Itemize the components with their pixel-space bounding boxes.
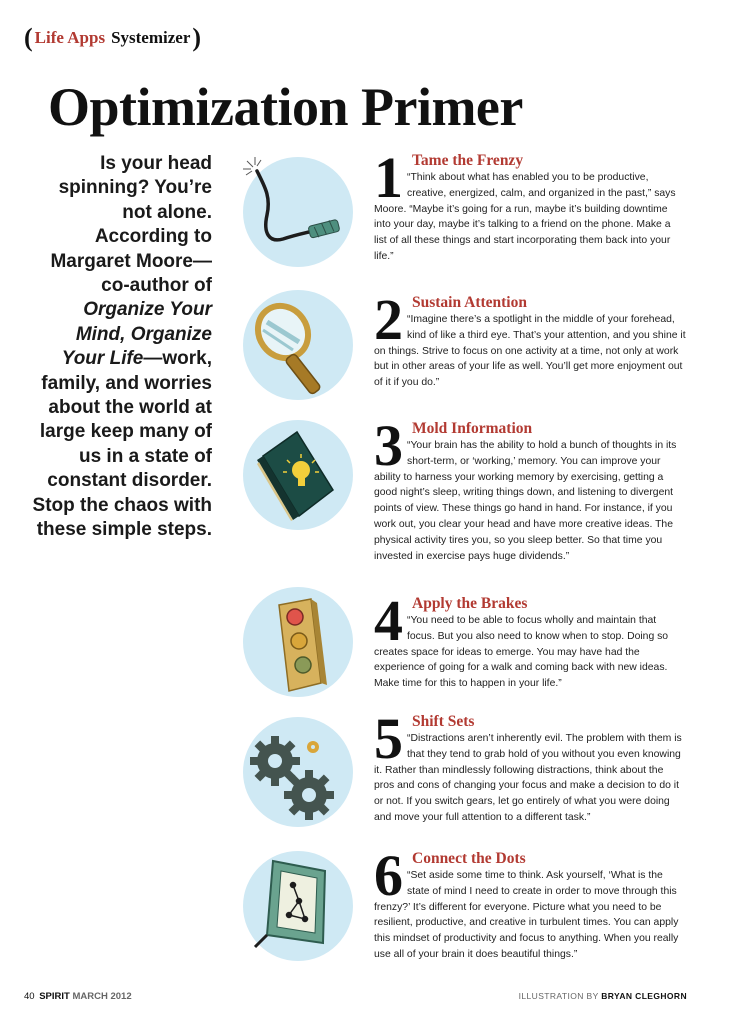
intro-line2: —work, family, and worries about the world at large keep many of us in a state of constant disorder. Stop the chaos with these simple steps. (32, 348, 212, 541)
step-title: Sustain Attention (412, 294, 527, 311)
step-body: “Imagine there’s a spotlight in the middle of your forehead, kind of like a third eye. That’s your attention, and you shine it on things. Strive to focus on one activity at a time, not only at work but in other areas of your life as well. You’ll get more enjoyment out of it if you do.” (374, 314, 686, 389)
subsection-name: Systemizer (111, 28, 191, 47)
page-title: Optimization Primer (48, 77, 523, 137)
step-3 (374, 413, 686, 564)
intro-line1: Is your head spinning? You’re not alone. According to Margaret Moore—co-author of (50, 153, 212, 297)
step-body: “Your brain has the ability to hold a bunch of thoughts in its short-term, or ‘working,’ memory. You can improve your ability to harness your working memory by exercising, getting a good night’s sleep, writing things down, and listening to divergent points of view. These things go hand in hand. For instance, if you work out, you clear your head and have more creative ideas. The physical activity tires you, so you sleep better. So that time you invested in exercise pays huge dividends.” (374, 440, 677, 562)
step-1 (374, 145, 686, 265)
step-title: Tame the Frenzy (412, 152, 524, 169)
lightbulb-book-icon (243, 420, 353, 530)
bracket-open: ( (24, 23, 33, 52)
step-title: Connect the Dots (412, 850, 526, 867)
intro-text (30, 152, 212, 543)
step-title: Mold Information (412, 420, 533, 437)
illustration-credit (519, 991, 687, 1001)
step-number: 6 (374, 843, 403, 908)
bracket-close: ) (192, 23, 202, 52)
issue-date: MARCH 2012 (72, 991, 132, 1002)
credit-name: BRYAN CLEGHORN (601, 991, 687, 1001)
magnifying-glass-icon (243, 290, 353, 400)
step-number: 3 (374, 413, 403, 478)
step-2 (374, 287, 686, 391)
step-number: 4 (374, 588, 403, 653)
step-number: 2 (374, 287, 403, 352)
step-body: “Think about what has enabled you to be productive, creative, energized, calm, and organized in the past,” says Moore. “Maybe it’s going for a run, maybe it’s building downtime into your day, maybe it’s talking to a friend on the phone. Make a list of all these things and start incorporating them back into your life.” (374, 172, 676, 262)
step-body: “Distractions aren’t inherently evil. The problem with them is that they tend to grab hold of you without you even knowing it. Rather than mindlessly following distractions, think about the pros and cons of changing your focus and make a decision to do it or not. If you switch gears, let go entirely of what you were doing and move your full attention to a different task.” (374, 733, 682, 823)
credit-prefix: ILLUSTRATION BY (518, 991, 599, 1001)
step-body: “Set aside some time to think. Ask yourself, ‘What is the state of mind I need to create in order to move through this frenzy?’ It’s different for everyone. Picture what you need to be resilient, productive, and creative in turbulent times. You can apply this mindset of productivity and focus to anything. When you really use all of your brain it does beautiful things.” (374, 870, 679, 960)
step-title: Apply the Brakes (412, 595, 528, 612)
step-number: 1 (374, 145, 403, 210)
step-title: Shift Sets (412, 713, 475, 730)
step-4 (374, 588, 686, 692)
step-5 (374, 706, 686, 826)
picture-frame-icon (243, 851, 353, 961)
gears-icon (243, 717, 353, 827)
step-6 (374, 843, 686, 963)
page-number: 40 (24, 991, 35, 1002)
section-name: Life Apps (34, 28, 106, 47)
fuse-icon (243, 157, 353, 267)
step-body: “You need to be able to focus wholly and maintain that focus. But you also need to know when to stop. Doing so creates space for ideas to emerge. You may have had the experience of going for a walk and coming back with new ideas. Make time for this to happen in your life.” (374, 615, 669, 690)
traffic-light-icon (243, 587, 353, 697)
magazine-name: SPIRIT (39, 991, 70, 1002)
step-number: 5 (374, 706, 403, 771)
section-tab (24, 24, 201, 52)
book-title: Organize Your Mind, Organize Your Life (61, 299, 212, 370)
folio (24, 991, 132, 1002)
